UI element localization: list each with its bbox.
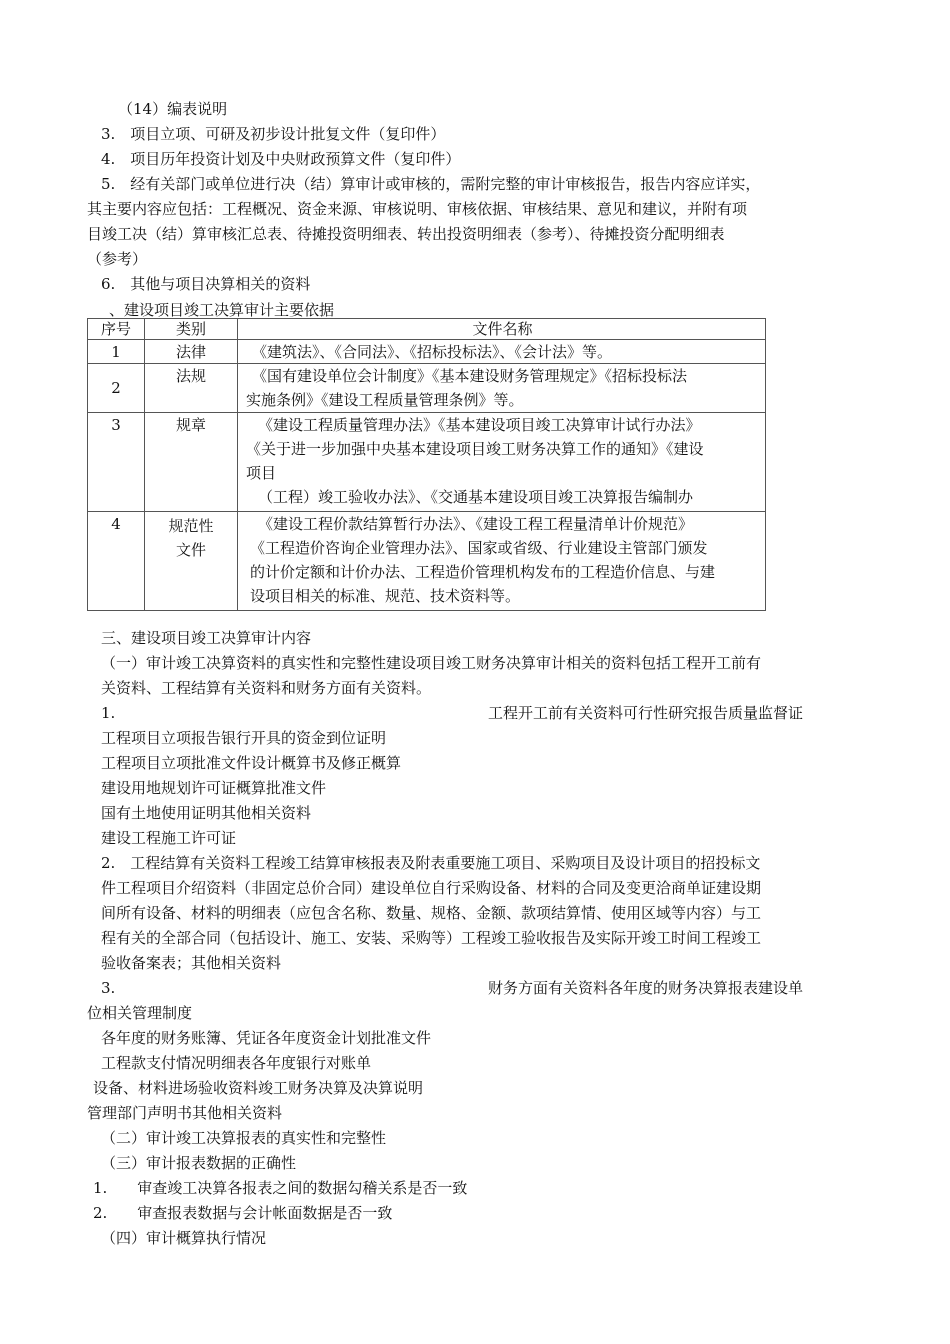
text-line: 工程款支付情况明细表各年度银行对账单 — [101, 1054, 372, 1072]
row-no: 2 — [88, 364, 145, 413]
text-line: （参考） — [87, 250, 148, 268]
text-line: （一）审计竣工决算资料的真实性和完整性建设项目竣工财务决算审计相关的资料包括工程开工前有 — [101, 654, 762, 672]
row-category — [145, 512, 238, 611]
text-line: 设备、材料进场验收资料竣工财务决算及决算说明 — [93, 1079, 424, 1097]
table-row — [88, 364, 766, 413]
row-docs — [238, 413, 766, 512]
text-line: 目竣工决（结）算审核汇总表、待摊投资明细表、转出投资明细表（参考）、待摊投资分配明细表 — [87, 225, 725, 243]
text-line: 件工程项目介绍资料（非固定总价合同）建设单位自行采购设备、材料的合同及变更洽商单证建设期 — [101, 879, 762, 897]
text-line: 财务方面有关资料各年度的财务决算报表建设单 — [488, 979, 804, 997]
row-no: 1 — [88, 340, 145, 364]
row-category: 规章 — [145, 413, 238, 512]
header-filename: 文件名称 — [238, 319, 766, 340]
text-line: 工程项目立项批准文件设计概算书及修正概算 — [101, 754, 402, 772]
category-text: 规范性文件 — [168, 517, 214, 559]
text-line: 工程项目立项报告银行开具的资金到位证明 — [101, 729, 387, 747]
text-line: 2. 工程结算有关资料工程竣工结算审核报表及附表重要施工项目、采购项目及设计项目的招投标文 — [101, 854, 761, 872]
text-line: 3. 项目立项、可研及初步设计批复文件（复印件） — [101, 125, 446, 143]
row-category: 法律 — [145, 340, 238, 364]
doc-line: 《关于进一步加强中央基本建设项目竣工财务决算工作的通知》《建设 — [246, 440, 704, 458]
header-no: 序号 — [88, 319, 145, 340]
text-line: 4. 项目历年投资计划及中央财政预算文件（复印件） — [101, 150, 461, 168]
doc-line: 《工程造价咨询企业管理办法》、国家或省级、行业建设主管部门颁发 — [250, 539, 708, 557]
table-header-row — [88, 319, 766, 340]
doc-line: 项目 — [246, 464, 277, 482]
text-line: 国有土地使用证明其他相关资料 — [101, 804, 312, 822]
text-line: 各年度的财务账簿、凭证各年度资金计划批准文件 — [101, 1029, 432, 1047]
text-line: 管理部门声明书其他相关资料 — [87, 1104, 283, 1122]
row-docs — [238, 340, 766, 364]
header-category: 类别 — [145, 319, 238, 340]
row-docs — [238, 364, 766, 413]
doc-line: （工程）竣工验收办法》、《交通基本建设项目竣工决算报告编制办 — [258, 488, 694, 506]
text-line: 2. 审查报表数据与会计帐面数据是否一致 — [93, 1204, 393, 1222]
row-no: 4 — [88, 512, 145, 611]
table-row — [88, 413, 766, 512]
row-no: 3 — [88, 413, 145, 512]
basis-table — [87, 318, 766, 611]
doc-line: 设项目相关的标准、规范、技术资料等。 — [250, 587, 521, 605]
text-line: 建设用地规划许可证概算批准文件 — [101, 779, 327, 797]
text-line: 1. 审查竣工决算各报表之间的数据勾稽关系是否一致 — [93, 1179, 468, 1197]
text-line: 建设工程施工许可证 — [101, 829, 237, 847]
text-line: 5. 经有关部门或单位进行决（结）算审计或审核的，需附完整的审计审核报告，报告内容应详实， — [101, 175, 761, 193]
text-line: 验收备案表；其他相关资料 — [101, 954, 282, 972]
doc-line: 《国有建设单位会计制度》《基本建设财务管理规定》《招标投标法 — [252, 367, 688, 385]
doc-line: 的计价定额和计价办法、工程造价管理机构发布的工程造价信息、与建 — [250, 563, 716, 581]
doc-line: 《建设工程质量管理办法》《基本建设项目竣工决算审计试行办法》 — [258, 416, 701, 434]
row-docs — [238, 512, 766, 611]
text-line: 间所有设备、材料的明细表（应包含名称、数量、规格、金额、款项结算情、使用区域等内容）与工 — [101, 904, 762, 922]
table-row — [88, 512, 766, 611]
text-line: 其主要内容应包括：工程概况、资金来源、审核说明、审核依据、审核结果、意见和建议，并附有项 — [87, 200, 748, 218]
text-line: 工程开工前有关资料可行性研究报告质量监督证 — [488, 704, 804, 722]
section-heading: （二）审计竣工决算报表的真实性和完整性 — [101, 1129, 387, 1147]
table-row — [88, 340, 766, 364]
text-line: 6. 其他与项目决算相关的资料 — [101, 275, 311, 293]
section-heading: （三）审计报表数据的正确性 — [101, 1154, 297, 1172]
doc-line: 实施条例》《建设工程质量管理条例》等。 — [246, 391, 524, 409]
text-line: （14）编表说明 — [118, 100, 228, 118]
doc-line: 《建设工程价款结算暂行办法》、《建设工程工程量清单计价规范》 — [258, 515, 694, 533]
section-heading: 、建设项目竣工决算审计主要依据 — [109, 301, 335, 319]
section-heading: （四）审计概算执行情况 — [101, 1229, 267, 1247]
text-line: 关资料、工程结算有关资料和财务方面有关资料。 — [101, 679, 432, 697]
list-number: 1. — [101, 704, 116, 722]
text-line: 位相关管理制度 — [87, 1004, 193, 1022]
section-heading: 三、建设项目竣工决算审计内容 — [101, 629, 312, 647]
doc-line: 《建筑法》、《合同法》、《招标投标法》、《会计法》等。 — [252, 343, 613, 361]
text-line: 程有关的全部合同（包括设计、施工、安装、采购等）工程竣工验收报告及实际开竣工时间工程竣工 — [101, 929, 762, 947]
list-number: 3. — [101, 979, 116, 997]
row-category: 法规 — [145, 364, 238, 413]
